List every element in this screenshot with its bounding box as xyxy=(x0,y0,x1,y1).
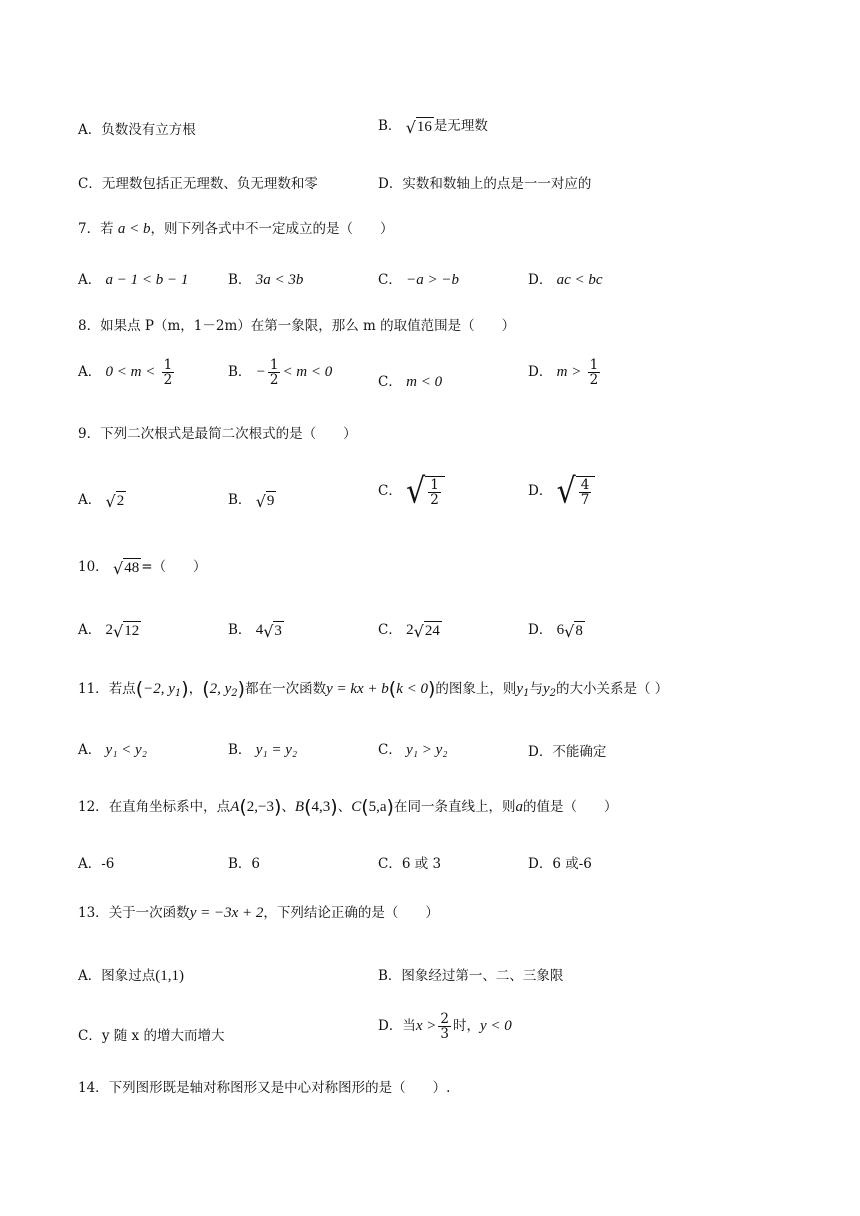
sqrt-16: √ 16 xyxy=(405,117,432,137)
q11-option-c: C． y₁ > y₂ xyxy=(378,742,448,758)
sqrt-48: √ 48 xyxy=(112,558,140,578)
sqrt-fraction: √ $\frac{4}{7}$ xyxy=(557,476,596,507)
q12-option-b: B．6 xyxy=(228,856,261,872)
sqrt-2: √ 2 xyxy=(105,491,125,511)
q13-stem: 13．关于一次函数y = −3x + 2，下列结论正确的是（ ） xyxy=(78,905,439,921)
sqrt-3: √ 3 xyxy=(263,621,282,641)
q10-option-d: D． 6 √ 8 xyxy=(528,621,583,641)
q10-option-c: C． 2 √ 24 xyxy=(378,621,440,641)
q13-option-d: D．当x > $\frac{2}{3}$ 时，y < 0 xyxy=(378,1011,512,1043)
q7-option-d: D． ac < bc xyxy=(528,272,603,288)
q13-option-a: A．图象过点(1,1) xyxy=(78,968,184,984)
q7-option-a: A． a − 1 < b − 1 xyxy=(78,272,189,288)
q7-option-b: B． 3a < 3b xyxy=(228,272,304,288)
q9-stem: 9．下列二次根式是最简二次根式的是（ ） xyxy=(78,426,357,442)
fraction: $\frac{1}{2}$ xyxy=(589,357,599,389)
q6-option-c: C．无理数包括正无理数、负无理数和零 xyxy=(78,176,318,192)
fraction: $\frac{1}{2}$ xyxy=(163,357,173,389)
q11-option-d: D．不能确定 xyxy=(528,744,607,760)
q14-stem: 14．下列图形既是轴对称图形又是中心对称图形的是（ ）. xyxy=(78,1080,451,1096)
q13-option-c: C．y 随 x 的增大而增大 xyxy=(78,1028,225,1044)
q13-option-b: B．图象经过第一、二、三象限 xyxy=(378,968,564,984)
q8-option-b: B． − $\frac{1}{2}$ < m < 0 xyxy=(228,357,333,389)
q10-stem: 10． √ 48 =（ ） xyxy=(78,558,207,578)
q11-option-b: B． y₁ = y₂ xyxy=(228,742,298,758)
q9-option-a: A． √ 2 xyxy=(78,491,125,511)
sqrt-8: √ 8 xyxy=(564,621,583,641)
q10-option-a: A． 2 √ 12 xyxy=(78,621,140,641)
q8-option-d: D． m > $\frac{1}{2}$ xyxy=(528,357,599,389)
q7-option-c: C． −a > −b xyxy=(378,272,460,288)
q12-option-c: C．6 或 3 xyxy=(378,856,442,872)
q12-option-d: D．6 或-6 xyxy=(528,856,592,872)
q11-option-a: A． y₁ < y₂ xyxy=(78,742,147,758)
q9-option-b: B． √ 9 xyxy=(228,491,275,511)
q11-stem: 11．若点(−2, $y_1$)，(2, $y_2$)都在一次函数y = kx + b(k < 0)的图象上，则$y_1$与$y_2$的大小关系是（ ） xyxy=(78,678,669,700)
q8-option-c: C． m < 0 xyxy=(378,374,443,390)
sqrt-9: √ 9 xyxy=(255,491,275,511)
sqrt-24: √ 24 xyxy=(413,621,440,641)
sqrt-12: √ 12 xyxy=(113,621,140,641)
q7-stem: 7．若 a < b，则下列各式中不一定成立的是（ ） xyxy=(78,221,394,237)
q8-option-a: A． 0 < m < $\frac{1}{2}$ xyxy=(78,357,173,389)
q12-option-a: A．-6 xyxy=(78,856,115,872)
q9-option-d: D． √ $\frac{4}{7}$ xyxy=(528,476,595,507)
q10-option-b: B． 4 √ 3 xyxy=(228,621,282,641)
q6-option-a: A．负数没有立方根 xyxy=(78,122,196,138)
q6-option-d: D．实数和数轴上的点是一一对应的 xyxy=(378,176,592,192)
q12-stem: 12．在直角坐标系中，点A(2,−3)、B(4,3)、C(5,a)在同一条直线上，则a的值是（ ） xyxy=(78,796,618,818)
q6-option-b: B． √ 16 是无理数 xyxy=(378,117,488,137)
fraction: $\frac{1}{2}$ xyxy=(269,357,279,389)
q9-option-c: C． √ $\frac{1}{2}$ xyxy=(378,476,445,507)
q8-stem: 8．如果点 P（m，1－2m）在第一象限，那么 m 的取值范围是（ ） xyxy=(78,318,516,334)
sqrt-fraction: √ $\frac{1}{2}$ xyxy=(406,476,445,507)
